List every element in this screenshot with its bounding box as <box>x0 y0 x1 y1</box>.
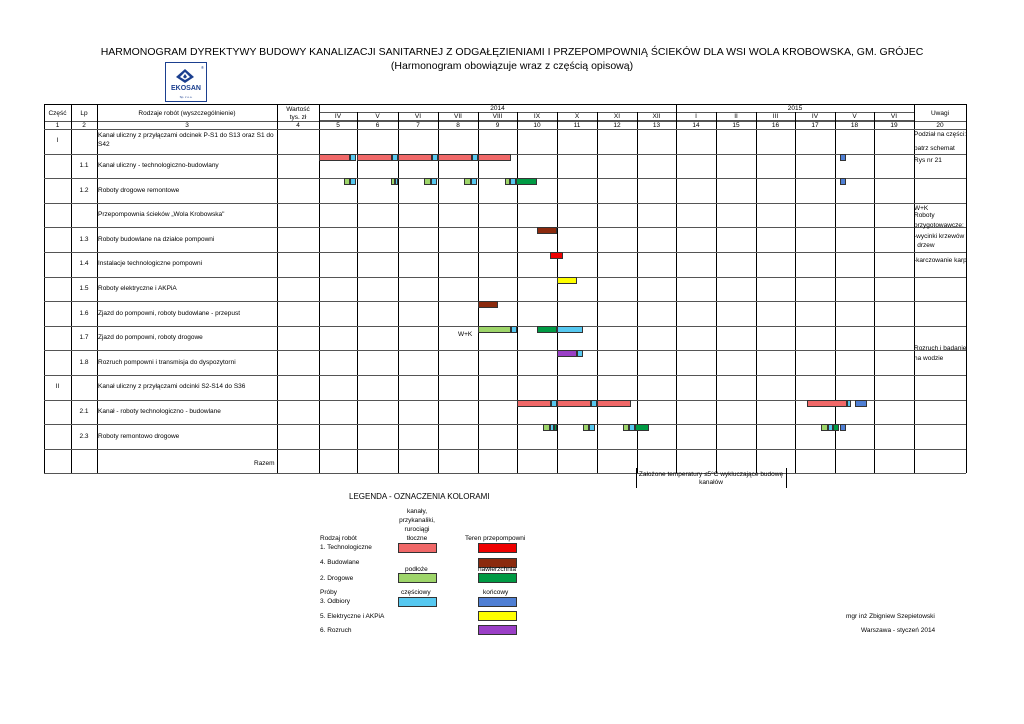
month-header: III <box>772 113 779 120</box>
row-divider <box>44 375 966 376</box>
gantt-bar <box>635 424 649 431</box>
gantt-bar <box>840 178 846 185</box>
gantt-bar <box>557 350 577 357</box>
author: mgr inż Zbigniew Szepietowski <box>846 613 935 620</box>
gantt-bar <box>589 424 595 431</box>
column-divider <box>835 112 836 473</box>
column-number: 3 <box>185 122 189 129</box>
logo-mark-icon <box>174 68 196 84</box>
column-divider <box>277 104 278 473</box>
row-name: Roboty elektryczne i AKPiA <box>98 285 177 292</box>
month-header: VII <box>454 113 462 120</box>
gantt-bar <box>557 277 577 284</box>
temp-note-line2: kanałów <box>699 479 723 486</box>
note-na-wodzie: na wodzie <box>914 355 944 362</box>
gantt-bar <box>511 326 517 333</box>
row-divider <box>44 227 966 228</box>
gantt-bar <box>516 178 537 185</box>
row-name: Zjazd do pompowni, roboty budowlane - przepust <box>98 310 240 317</box>
legend-czesciowy: częściowy <box>401 589 431 596</box>
legend-swatch-odbiory-koncowy <box>478 597 517 607</box>
legend-swatch-elektryczne <box>478 611 517 621</box>
header-lp: Lp <box>80 110 88 117</box>
row-divider <box>44 301 966 302</box>
legend-swatch-technologiczne-kanaly <box>398 543 437 553</box>
column-number: 20 <box>936 122 944 129</box>
legend-item-odbiory: 3. Odbiory <box>320 598 350 605</box>
note-karczowanie: -karczowanie karp <box>914 257 967 264</box>
column-number: 16 <box>771 122 780 129</box>
row-name: Roboty drogowe remontowe <box>98 187 180 194</box>
column-number: 8 <box>456 122 460 129</box>
month-header: VIII <box>492 113 503 120</box>
note-wk: W+K <box>914 205 929 212</box>
row-lp: 1.4 <box>79 260 89 267</box>
razem-label: Razem <box>254 460 275 467</box>
gantt-bar <box>543 424 550 431</box>
legend-item-proby: Próby <box>320 589 337 596</box>
row-name: Kanał uliczny z przyłączami odcinek P-S1 do S13 oraz S1 do <box>98 132 274 139</box>
legend-item-elektryczne: 5. Elektryczne i AKPiA <box>320 613 385 620</box>
row-name: Rozruch pompowni i transmisja do dyspozytorni <box>98 359 236 366</box>
legend-swatch-rozruch <box>478 625 517 635</box>
gantt-bar <box>478 326 511 333</box>
gantt-bar <box>431 178 437 185</box>
place-date: Warszawa - styczeń 2014 <box>861 627 936 634</box>
column-divider <box>557 112 558 473</box>
legend-col2-head: Teren przepompowni <box>465 535 526 542</box>
legend-col1-head-3: rurociągi <box>404 526 430 533</box>
legend-swatch-odbiory-czesciowy <box>398 597 437 607</box>
note-schemat: patrz schemat <box>914 145 955 152</box>
gantt-bar <box>855 400 867 407</box>
row-lp: 1.5 <box>79 285 89 292</box>
gantt-bar <box>357 154 392 161</box>
document-subtitle: (Harmonogram obowiązuje wraz z częścią opisową) <box>390 60 634 72</box>
row-name: Kanał uliczny z przyłączami odcinki S2-S14 do S36 <box>98 383 246 390</box>
column-divider <box>398 112 399 473</box>
document-title: HARMONOGRAM DYREKTYWY BUDOWY KANALIZACJI SANITARNEJ Z ODGAŁĘZIENIAMI I PRZEPOMPOWNIĄ ŚCIEKÓW DLA WSI WOLA KROBOWSKA, GM. GRÓJEC <box>100 46 924 58</box>
column-divider <box>874 112 875 473</box>
gantt-bar <box>478 301 498 308</box>
month-header: VI <box>890 113 898 120</box>
legend-item-budowlane: 4. Budowlane <box>320 559 360 566</box>
gantt-bar <box>424 178 431 185</box>
column-divider <box>597 112 598 473</box>
legend-item-rozruch: 6. Rozruch <box>320 627 352 634</box>
gantt-bar <box>472 154 478 161</box>
column-divider <box>676 104 677 473</box>
gantt-bar <box>392 154 398 161</box>
row-czesc: I <box>56 137 59 144</box>
row-lp: 2.3 <box>79 433 89 440</box>
note-rys: Rys nr 21 <box>914 157 942 164</box>
row-divider <box>44 473 966 474</box>
month-header: II <box>734 113 738 120</box>
legend-koncowy: końcowy <box>483 589 509 596</box>
legend-nawierzchnia: nawierzchnia <box>478 566 516 573</box>
row-name: Przepompownia ścieków „Wola Krobowska" <box>98 211 225 218</box>
gantt-bar <box>807 400 847 407</box>
gantt-bar <box>398 154 432 161</box>
gantt-bar <box>350 178 356 185</box>
gantt-bar <box>438 154 472 161</box>
logo-sub: Sp. z o.o. <box>179 95 193 99</box>
column-divider <box>716 112 717 473</box>
row-divider <box>44 203 966 204</box>
gantt-bar <box>464 178 471 185</box>
note-wycinki: -wycinki krzewów <box>914 233 965 240</box>
gantt-bar <box>847 400 851 407</box>
header-wartosc: Wartość <box>286 106 310 113</box>
legend-col1-head-4: tłoczne <box>406 535 428 542</box>
header-czesc: Część <box>48 110 67 117</box>
month-header: I <box>695 113 697 120</box>
row-lp: 1.2 <box>79 187 89 194</box>
note-roboty: Roboty <box>914 212 935 219</box>
gantt-bar <box>478 154 511 161</box>
row-name: Instalacje technologiczne pompowni <box>98 260 203 267</box>
logo-name: EKOSAN <box>171 85 201 92</box>
gantt-bar <box>471 178 477 185</box>
column-divider <box>438 112 439 473</box>
column-divider <box>637 112 638 473</box>
row-divider <box>44 277 966 278</box>
row-divider <box>44 350 966 351</box>
header-uwagi: Uwagi <box>930 110 950 117</box>
row-name: Kanał - roboty technologiczno - budowlane <box>98 408 221 415</box>
month-header: VI <box>414 113 422 120</box>
wk-label: W+K <box>458 331 473 338</box>
column-number: 1 <box>55 122 60 129</box>
column-number: 10 <box>533 122 541 129</box>
logo-registered: ® <box>201 65 204 70</box>
gantt-bar <box>551 400 557 407</box>
column-number: 2 <box>82 122 86 129</box>
column-number: 5 <box>336 122 340 129</box>
column-number: 17 <box>811 122 819 129</box>
row-czesc: II <box>55 383 60 390</box>
month-header: V <box>852 113 857 120</box>
legend-col1-head-1: kanały, <box>406 508 428 515</box>
legend-col1-head-2: przykanaliki, <box>399 517 435 524</box>
header-year-2015: 2015 <box>787 105 803 112</box>
gantt-bar <box>319 154 350 161</box>
legend-rodzaj: Rodzaj robót <box>320 535 357 542</box>
month-header: IV <box>811 113 819 120</box>
legend-item-drogowe: 2. Drogowe <box>320 575 354 582</box>
temp-note-right-border <box>786 468 787 488</box>
gantt-bar <box>577 350 583 357</box>
row-lp: 1.1 <box>79 162 89 169</box>
gantt-bar <box>557 326 583 333</box>
legend-swatch-drogowe-nawierzchnia <box>478 573 517 583</box>
column-number: 7 <box>416 122 420 129</box>
column-divider <box>478 112 479 473</box>
row-lp: 2.1 <box>79 408 89 415</box>
row-name: Roboty budowlane na działce pompowni <box>98 236 215 243</box>
row-lp: 1.6 <box>79 310 89 317</box>
column-divider <box>44 104 45 473</box>
row-lp: 1.8 <box>79 359 89 366</box>
note-podzial: Podział na części: <box>914 131 967 138</box>
header-year-2014: 2014 <box>490 105 505 112</box>
note-drzew: i drzew <box>914 242 935 249</box>
legend-swatch-technologiczne-teren <box>478 543 517 553</box>
gantt-bar <box>554 424 557 431</box>
gantt-bar <box>395 178 398 185</box>
gantt-bar <box>821 424 828 431</box>
month-header: V <box>375 113 380 120</box>
legend-title: LEGENDA - OZNACZENIA KOLORAMI <box>349 492 490 501</box>
row-name-cont: S42 <box>98 141 110 148</box>
month-header: XI <box>613 113 621 120</box>
row-lp: 1.3 <box>79 236 89 243</box>
month-header: IX <box>533 113 541 120</box>
month-header: X <box>574 113 580 120</box>
column-divider <box>756 112 757 473</box>
column-number: 19 <box>890 122 898 129</box>
column-number: 9 <box>495 122 500 129</box>
month-header: XII <box>652 113 661 120</box>
gantt-bar <box>557 400 591 407</box>
month-header: IV <box>334 113 342 120</box>
ekosan-logo <box>165 62 207 102</box>
gantt-bar <box>550 252 563 259</box>
gantt-bar <box>537 326 557 333</box>
row-name: Zjazd do pompowni, roboty drogowe <box>98 334 203 341</box>
gantt-bar <box>591 400 597 407</box>
column-number: 4 <box>296 122 300 129</box>
gantt-bar <box>840 424 846 431</box>
column-divider <box>517 112 518 473</box>
column-number: 6 <box>375 122 380 129</box>
header-rodzaje: Rodzaje robót (wyszczególnienie) <box>138 110 236 117</box>
row-divider <box>44 449 966 450</box>
row-name: Roboty remontowo drogowe <box>98 433 180 440</box>
gantt-bar <box>350 154 356 161</box>
note-przygotowawcze: przygotowawcze: <box>914 222 964 229</box>
legend-item-technologiczne: 1. Technologiczne <box>320 544 372 551</box>
column-number: 18 <box>850 122 859 129</box>
row-name: Kanał uliczny - technologiczno-budowlany <box>98 162 219 169</box>
gantt-bar <box>537 227 557 234</box>
legend-swatch-drogowe-podloze <box>398 573 437 583</box>
column-number: 12 <box>613 122 621 129</box>
temp-note-line1: Założone temperatury ≤5°C wykluczające budowę <box>638 471 784 478</box>
column-divider <box>966 104 967 473</box>
legend-podloze: podłoże <box>405 566 428 573</box>
column-number: 11 <box>573 122 581 129</box>
gantt-bar <box>833 424 839 431</box>
gantt-bar <box>517 400 551 407</box>
column-number: 15 <box>732 122 740 129</box>
column-divider <box>357 112 358 473</box>
gantt-bar <box>840 154 846 161</box>
gantt-bar <box>432 154 438 161</box>
header-wartosc-unit: tys. zł <box>289 114 307 121</box>
row-lp: 1.7 <box>79 334 89 341</box>
gantt-bar <box>597 400 631 407</box>
row-divider <box>44 252 966 253</box>
column-number: 14 <box>692 122 700 129</box>
note-rozruch: Rozruch i badanie <box>914 345 967 352</box>
column-number: 13 <box>652 122 661 129</box>
column-divider <box>795 112 796 473</box>
